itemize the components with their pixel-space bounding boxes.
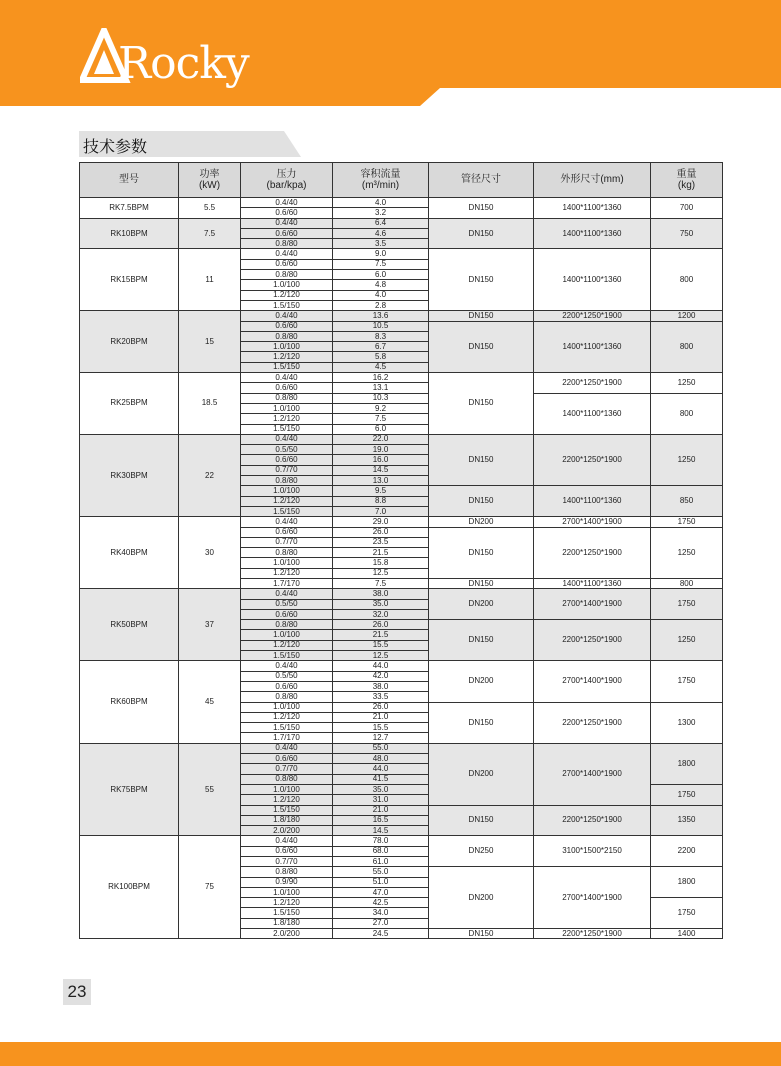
flow-cell: 6.4 (333, 218, 429, 228)
model-cell: RK100BPM (80, 836, 179, 939)
pressure-cell: 1.2/120 (241, 640, 333, 650)
weight-cell: 800 (651, 321, 723, 372)
power-cell: 75 (179, 836, 241, 939)
dims-cell: 1400*1100*1360 (534, 393, 651, 434)
dims-cell: 2200*1250*1900 (534, 527, 651, 578)
pressure-cell: 0.4/40 (241, 249, 333, 259)
power-cell: 37 (179, 589, 241, 661)
flow-cell: 9.0 (333, 249, 429, 259)
flow-cell: 51.0 (333, 877, 429, 887)
model-cell: RK40BPM (80, 517, 179, 589)
pressure-cell: 0.4/40 (241, 589, 333, 599)
model-cell: RK60BPM (80, 661, 179, 743)
weight-cell: 1750 (651, 589, 723, 620)
flow-cell: 44.0 (333, 661, 429, 671)
flow-cell: 26.0 (333, 702, 429, 712)
weight-cell: 1800 (651, 867, 723, 898)
flow-cell: 15.5 (333, 640, 429, 650)
weight-cell: 1250 (651, 373, 723, 394)
pressure-cell: 1.5/150 (241, 805, 333, 815)
flow-cell: 6.0 (333, 270, 429, 280)
pipe-cell: DN150 (429, 929, 534, 939)
pressure-cell: 0.8/80 (241, 548, 333, 558)
flow-cell: 78.0 (333, 836, 429, 846)
pipe-cell: DN150 (429, 373, 534, 435)
flow-cell: 48.0 (333, 754, 429, 764)
pressure-cell: 0.4/40 (241, 373, 333, 383)
flow-cell: 61.0 (333, 857, 429, 867)
pressure-cell: 1.0/100 (241, 558, 333, 568)
weight-cell: 850 (651, 486, 723, 517)
pressure-cell: 1.0/100 (241, 342, 333, 352)
power-cell: 18.5 (179, 373, 241, 435)
footer-band (0, 1042, 781, 1066)
flow-cell: 9.2 (333, 403, 429, 413)
pressure-cell: 0.4/40 (241, 517, 333, 527)
pressure-cell: 1.2/120 (241, 898, 333, 908)
pressure-cell: 1.5/150 (241, 506, 333, 516)
flow-cell: 13.6 (333, 311, 429, 321)
dims-cell: 2200*1250*1900 (534, 929, 651, 939)
weight-cell: 1250 (651, 527, 723, 578)
flow-cell: 16.0 (333, 455, 429, 465)
pipe-cell: DN150 (429, 527, 534, 578)
power-cell: 45 (179, 661, 241, 743)
pressure-cell: 1.2/120 (241, 712, 333, 722)
pressure-cell: 1.2/120 (241, 568, 333, 578)
table-row (80, 198, 723, 208)
pressure-cell: 1.0/100 (241, 280, 333, 290)
model-cell: RK10BPM (80, 218, 179, 249)
table-row (80, 589, 723, 599)
header-dims: 外形尺寸(mm) (534, 163, 651, 198)
weight-cell: 800 (651, 249, 723, 311)
flow-cell: 15.8 (333, 558, 429, 568)
flow-cell: 32.0 (333, 609, 429, 619)
pressure-cell: 1.5/150 (241, 362, 333, 372)
dims-cell: 2700*1400*1900 (534, 517, 651, 527)
weight-cell: 800 (651, 578, 723, 588)
pipe-cell: DN200 (429, 589, 534, 620)
pipe-cell: DN150 (429, 486, 534, 517)
dims-cell: 2700*1400*1900 (534, 743, 651, 805)
pipe-cell: DN150 (429, 218, 534, 249)
flow-cell: 21.0 (333, 805, 429, 815)
pressure-cell: 0.6/60 (241, 754, 333, 764)
power-cell: 30 (179, 517, 241, 589)
dims-cell: 1400*1100*1360 (534, 249, 651, 311)
pressure-cell: 0.8/80 (241, 774, 333, 784)
pipe-cell: DN250 (429, 836, 534, 867)
flow-cell: 2.8 (333, 300, 429, 310)
flow-cell: 5.8 (333, 352, 429, 362)
flow-cell: 21.5 (333, 548, 429, 558)
flow-cell: 7.5 (333, 414, 429, 424)
flow-cell: 15.5 (333, 723, 429, 733)
flow-cell: 16.2 (333, 373, 429, 383)
flow-cell: 38.0 (333, 681, 429, 691)
flow-cell: 21.0 (333, 712, 429, 722)
pressure-cell: 1.0/100 (241, 784, 333, 794)
flow-cell: 22.0 (333, 434, 429, 444)
pressure-cell: 0.6/60 (241, 609, 333, 619)
flow-cell: 4.5 (333, 362, 429, 372)
weight-cell: 1250 (651, 434, 723, 485)
flow-cell: 42.5 (333, 898, 429, 908)
power-cell: 5.5 (179, 198, 241, 219)
pipe-cell: DN200 (429, 517, 534, 527)
weight-cell: 2200 (651, 836, 723, 867)
flow-cell: 27.0 (333, 918, 429, 928)
pipe-cell: DN150 (429, 434, 534, 485)
spec-table-body (80, 198, 723, 939)
pressure-cell: 0.5/50 (241, 599, 333, 609)
pipe-cell: DN150 (429, 578, 534, 588)
dims-cell: 2700*1400*1900 (534, 661, 651, 702)
flow-cell: 7.5 (333, 259, 429, 269)
table-row (80, 218, 723, 228)
model-cell: RK75BPM (80, 743, 179, 836)
flow-cell: 26.0 (333, 527, 429, 537)
pressure-cell: 0.7/70 (241, 537, 333, 547)
pressure-cell: 0.6/60 (241, 321, 333, 331)
flow-cell: 34.0 (333, 908, 429, 918)
flow-cell: 35.0 (333, 784, 429, 794)
pressure-cell: 0.6/60 (241, 228, 333, 238)
weight-cell: 1200 (651, 311, 723, 321)
table-row (80, 517, 723, 527)
table-row (80, 249, 723, 259)
table-row (80, 434, 723, 444)
weight-cell: 1350 (651, 805, 723, 836)
flow-cell: 68.0 (333, 846, 429, 856)
pressure-cell: 1.5/150 (241, 651, 333, 661)
pressure-cell: 0.8/80 (241, 270, 333, 280)
pipe-cell: DN150 (429, 702, 534, 743)
pressure-cell: 0.4/40 (241, 218, 333, 228)
flow-cell: 55.0 (333, 743, 429, 753)
pressure-cell: 1.2/120 (241, 795, 333, 805)
pressure-cell: 1.8/180 (241, 815, 333, 825)
flow-cell: 41.5 (333, 774, 429, 784)
flow-cell: 13.1 (333, 383, 429, 393)
flow-cell: 6.0 (333, 424, 429, 434)
pressure-cell: 2.0/200 (241, 826, 333, 836)
flow-cell: 55.0 (333, 867, 429, 877)
dims-cell: 2700*1400*1900 (534, 589, 651, 620)
dims-cell: 1400*1100*1360 (534, 321, 651, 372)
page-header (0, 0, 781, 106)
weight-cell: 1800 (651, 743, 723, 784)
weight-cell: 1250 (651, 620, 723, 661)
table-row (80, 661, 723, 671)
pressure-cell: 0.8/80 (241, 620, 333, 630)
model-cell: RK25BPM (80, 373, 179, 435)
table-header-row (80, 163, 723, 198)
pressure-cell: 0.7/70 (241, 465, 333, 475)
pressure-cell: 0.6/60 (241, 455, 333, 465)
table-row (80, 373, 723, 383)
dims-cell: 2200*1250*1900 (534, 620, 651, 661)
pressure-cell: 1.7/170 (241, 733, 333, 743)
flow-cell: 4.0 (333, 198, 429, 208)
power-cell: 11 (179, 249, 241, 311)
header-flow: 容积流量 (m³/min) (333, 163, 429, 198)
brand-name: Rocky (118, 38, 249, 89)
flow-cell: 7.0 (333, 506, 429, 516)
pressure-cell: 1.0/100 (241, 702, 333, 712)
header-power: 功率 (kW) (179, 163, 241, 198)
flow-cell: 35.0 (333, 599, 429, 609)
pressure-cell: 1.0/100 (241, 403, 333, 413)
section-title (79, 131, 301, 157)
flow-cell: 9.5 (333, 486, 429, 496)
pressure-cell: 0.6/60 (241, 846, 333, 856)
flow-cell: 38.0 (333, 589, 429, 599)
pipe-cell: DN150 (429, 805, 534, 836)
flow-cell: 12.5 (333, 651, 429, 661)
flow-cell: 7.5 (333, 578, 429, 588)
pressure-cell: 0.8/80 (241, 393, 333, 403)
dims-cell: 2200*1250*1900 (534, 805, 651, 836)
pressure-cell: 0.6/60 (241, 527, 333, 537)
model-cell: RK50BPM (80, 589, 179, 661)
pipe-cell: DN150 (429, 321, 534, 372)
pipe-cell: DN200 (429, 867, 534, 929)
pressure-cell: 0.4/40 (241, 311, 333, 321)
pressure-cell: 0.4/40 (241, 661, 333, 671)
flow-cell: 10.3 (333, 393, 429, 403)
pressure-cell: 0.6/60 (241, 681, 333, 691)
table-row (80, 311, 723, 321)
pressure-cell: 1.2/120 (241, 352, 333, 362)
pressure-cell: 0.4/40 (241, 743, 333, 753)
pressure-cell: 1.0/100 (241, 887, 333, 897)
dims-cell: 1400*1100*1360 (534, 486, 651, 517)
pipe-cell: DN200 (429, 743, 534, 805)
model-cell: RK20BPM (80, 311, 179, 373)
weight-cell: 750 (651, 218, 723, 249)
flow-cell: 4.8 (333, 280, 429, 290)
dims-cell: 1400*1100*1360 (534, 578, 651, 588)
pressure-cell: 1.0/100 (241, 486, 333, 496)
pipe-cell: DN150 (429, 311, 534, 321)
flow-cell: 31.0 (333, 795, 429, 805)
pressure-cell: 1.5/150 (241, 424, 333, 434)
pressure-cell: 0.5/50 (241, 671, 333, 681)
weight-cell: 1400 (651, 929, 723, 939)
power-cell: 22 (179, 434, 241, 516)
flow-cell: 24.5 (333, 929, 429, 939)
flow-cell: 23.5 (333, 537, 429, 547)
flow-cell: 8.8 (333, 496, 429, 506)
pressure-cell: 0.4/40 (241, 836, 333, 846)
flow-cell: 14.5 (333, 465, 429, 475)
flow-cell: 10.5 (333, 321, 429, 331)
pressure-cell: 1.5/150 (241, 300, 333, 310)
power-cell: 55 (179, 743, 241, 836)
power-cell: 7.5 (179, 218, 241, 249)
dims-cell: 2200*1250*1900 (534, 311, 651, 321)
weight-cell: 1750 (651, 661, 723, 702)
flow-cell: 47.0 (333, 887, 429, 897)
weight-cell: 1300 (651, 702, 723, 743)
flow-cell: 3.5 (333, 239, 429, 249)
pressure-cell: 1.5/150 (241, 908, 333, 918)
pipe-cell: DN150 (429, 249, 534, 311)
pressure-cell: 1.2/120 (241, 496, 333, 506)
pressure-cell: 0.5/50 (241, 445, 333, 455)
flow-cell: 14.5 (333, 826, 429, 836)
pressure-cell: 0.6/60 (241, 259, 333, 269)
pressure-cell: 2.0/200 (241, 929, 333, 939)
flow-cell: 4.6 (333, 228, 429, 238)
pipe-cell: DN150 (429, 198, 534, 219)
flow-cell: 19.0 (333, 445, 429, 455)
pressure-cell: 0.8/80 (241, 331, 333, 341)
model-cell: RK7.5BPM (80, 198, 179, 219)
pipe-cell: DN150 (429, 620, 534, 661)
dims-cell: 2700*1400*1900 (534, 867, 651, 929)
dims-cell: 2200*1250*1900 (534, 702, 651, 743)
header-weight: 重量 (kg) (651, 163, 723, 198)
flow-cell: 12.5 (333, 568, 429, 578)
pressure-cell: 0.4/40 (241, 434, 333, 444)
header-model: 型号 (80, 163, 179, 198)
pressure-cell: 0.7/70 (241, 764, 333, 774)
pressure-cell: 0.8/80 (241, 239, 333, 249)
table-row (80, 743, 723, 753)
dims-cell: 3100*1500*2150 (534, 836, 651, 867)
weight-cell: 1750 (651, 898, 723, 929)
pressure-cell: 0.9/90 (241, 877, 333, 887)
flow-cell: 8.3 (333, 331, 429, 341)
dims-cell: 1400*1100*1360 (534, 218, 651, 249)
pipe-cell: DN200 (429, 661, 534, 702)
weight-cell: 800 (651, 393, 723, 434)
dims-cell: 1400*1100*1360 (534, 198, 651, 219)
model-cell: RK30BPM (80, 434, 179, 516)
pressure-cell: 0.6/60 (241, 383, 333, 393)
flow-cell: 16.5 (333, 815, 429, 825)
page-number: 23 (63, 979, 91, 1005)
dims-cell: 2200*1250*1900 (534, 373, 651, 394)
pressure-cell: 0.6/60 (241, 208, 333, 218)
flow-cell: 3.2 (333, 208, 429, 218)
power-cell: 15 (179, 311, 241, 373)
pressure-cell: 1.8/180 (241, 918, 333, 928)
flow-cell: 6.7 (333, 342, 429, 352)
weight-cell: 1750 (651, 517, 723, 527)
table-row (80, 836, 723, 846)
pressure-cell: 0.8/80 (241, 692, 333, 702)
flow-cell: 12.7 (333, 733, 429, 743)
flow-cell: 13.0 (333, 476, 429, 486)
flow-cell: 33.5 (333, 692, 429, 702)
header-pressure: 压力 (bar/kpa) (241, 163, 333, 198)
section-title-text: 技术参数 (83, 137, 148, 156)
pressure-cell: 1.2/120 (241, 414, 333, 424)
pressure-cell: 0.7/70 (241, 857, 333, 867)
header-pipe: 管径尺寸 (429, 163, 534, 198)
pressure-cell: 0.8/80 (241, 476, 333, 486)
pressure-cell: 1.0/100 (241, 630, 333, 640)
flow-cell: 26.0 (333, 620, 429, 630)
pressure-cell: 0.4/40 (241, 198, 333, 208)
dims-cell: 2200*1250*1900 (534, 434, 651, 485)
flow-cell: 21.5 (333, 630, 429, 640)
pressure-cell: 0.8/80 (241, 867, 333, 877)
pressure-cell: 1.7/170 (241, 578, 333, 588)
flow-cell: 29.0 (333, 517, 429, 527)
spec-table (79, 162, 723, 939)
pressure-cell: 1.2/120 (241, 290, 333, 300)
pressure-cell: 1.5/150 (241, 723, 333, 733)
flow-cell: 42.0 (333, 671, 429, 681)
flow-cell: 44.0 (333, 764, 429, 774)
model-cell: RK15BPM (80, 249, 179, 311)
flow-cell: 4.0 (333, 290, 429, 300)
weight-cell: 1750 (651, 784, 723, 805)
weight-cell: 700 (651, 198, 723, 219)
